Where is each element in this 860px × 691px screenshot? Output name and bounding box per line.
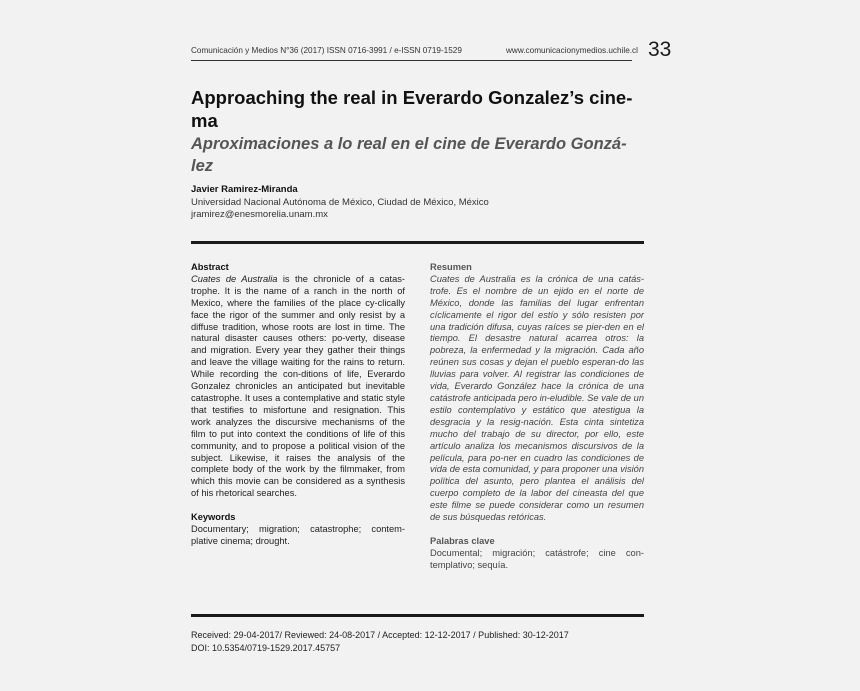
author-block: [191, 184, 489, 222]
palabras-clave-heading: Palabras clave: [430, 535, 495, 546]
article-subtitle: Aproximaciones a lo real en el cine de Everardo Gonzá-lez: [191, 135, 627, 175]
bottom-divider: [191, 614, 644, 617]
page-number: 33: [648, 38, 672, 61]
author-affiliation: Universidad Nacional Autónoma de México, Ciudad de México, México: [191, 196, 489, 208]
keywords-heading: Keywords: [191, 512, 236, 523]
abstract-column: [191, 262, 405, 548]
author-name: Javier Ramirez-Miranda: [191, 184, 298, 195]
header-divider: [191, 60, 632, 61]
abstract-text: [191, 274, 405, 500]
palabras-clave-text: Documental; migración; catástrofe; cine con-templativo; sequía.: [430, 547, 644, 570]
journal-website: www.comunicacionymedios.uchile.cl: [506, 46, 638, 55]
keywords-text: Documentary; migration; catastrophe; contem-plative cinema; drought.: [191, 524, 405, 546]
publication-dates: Received: 29-04-2017/ Reviewed: 24-08-2017 / Accepted: 12-12-2017 / Published: 30-12-2017: [191, 630, 569, 640]
abstract-body: is the chronicle of a catas-trophe. It is the name of a ranch in the north of Mexico, where the families of the place cy-clically face the rigor of the summer and only resist by a diffuse tradition, whose roots are lost in time. The natural disaster causes others: po-verty, disease and migration. Every year they gather their things and leave the village waiting for the rains to return. While recording the con-ditions of life, Everardo Gonzalez chronicles an anticipated but inevitable catastrophe. It uses a contemplative and static style that testifies to misfortune and resignation. This work analyzes the discursive mechanisms of the film to put into context the conditions of life of this community, and to propose a political vision of the subject. Likewise, it raises the analysis of the complete body of the work by the filmmaker, from which this movie can be considered as a synthesis of his rhetorical searches.: [191, 273, 405, 499]
abstract-heading: Abstract: [191, 262, 229, 272]
doi: DOI: 10.5354/0719-1529.2017.45757: [191, 642, 341, 653]
resumen-body: Cuates de Australia es la crónica de una catás-trofe. Es el nombre de un ejido en el norte de México, donde las familias del lugar enfrentan cíclicamente el rigor del estío y sólo resisten por una tradición difusa, cuyas raíces se pier-den en el tiempo. El desastre natural acarrea otros: la pobreza, la enfermedad y la migración. Cada año reúnen sus cosas y dejan el pueblo esperan-do las lluvias para volver. Al registrar las condiciones de vida, Everardo González hace la crónica de una catástrofe anticipada pero in-eludible. Se vale de un estilo contemplativo y estático que atestigua la desgracia y la resig-nación. Esta cinta sintetiza mucho del trabajo de su director, por ello, este artículo analiza los mecanismos discursivos de la película, para po-ner en cuadro las condiciones de vida de esta comunidad, y para proponer una visión política del asunto, pero plantea el análisis del cuerpo completo de la labor del cineasta del que este filme se puede considerar como un resumen de sus búsquedas retóricas.: [430, 273, 644, 523]
article-title: Approaching the real in Everardo Gonzalez’s cine-ma: [191, 87, 633, 131]
resumen-column: [430, 262, 644, 572]
top-divider: [191, 241, 644, 244]
footer: [191, 629, 569, 654]
journal-header: Comunicación y Medios N°36 (2017) ISSN 0716-3991 / e-ISSN 0719-1529: [191, 46, 462, 55]
abstract-film-title: Cuates de Australia: [191, 273, 278, 284]
resumen-heading: Resumen: [430, 262, 472, 272]
author-email: jramirez@enesmorelia.unam.mx: [191, 209, 328, 220]
